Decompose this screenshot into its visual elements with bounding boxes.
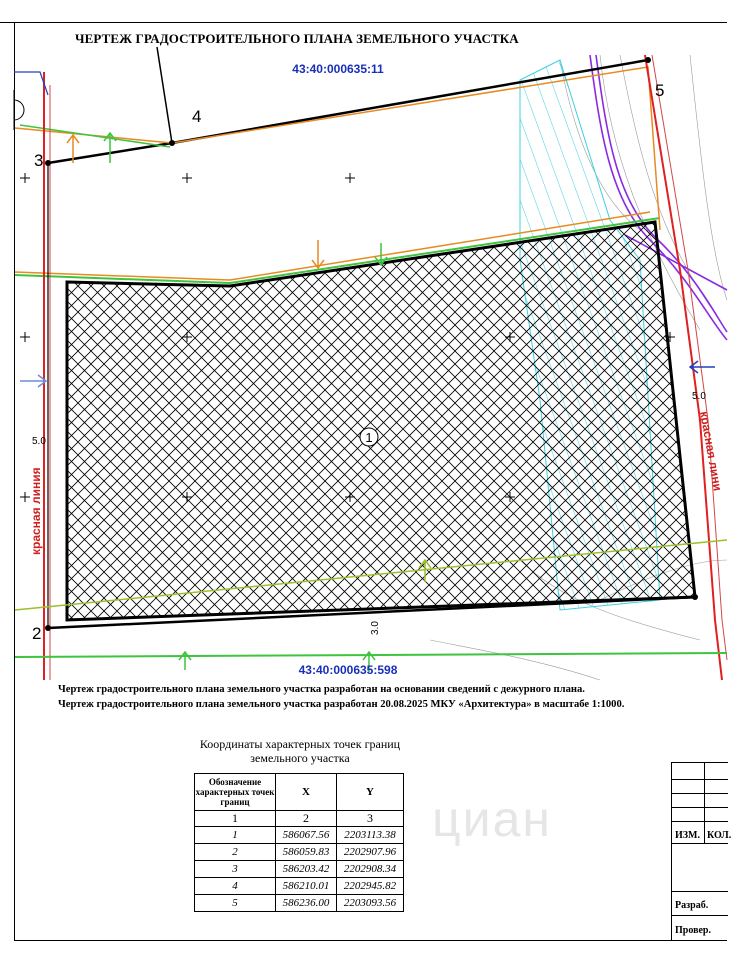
table-row <box>195 895 404 912</box>
parcel-south-label: 43:40:000635:598 <box>298 663 398 677</box>
table-row <box>195 878 404 895</box>
header-y: Y <box>337 774 404 811</box>
title-block-stamp <box>671 762 731 941</box>
point-cell: 1 <box>195 827 276 844</box>
x-cell: 586067.56 <box>276 827 337 844</box>
red-line-label-left: красная линия <box>29 467 43 555</box>
stamp-rule <box>672 793 728 794</box>
stamp-rule <box>672 843 728 844</box>
coordinates-table <box>194 773 404 912</box>
point-label-2: 2 <box>32 624 42 643</box>
stamp-razrab: Разраб. <box>675 900 709 911</box>
frame-top-border <box>0 22 727 23</box>
point-cell: 3 <box>195 861 276 878</box>
table-row <box>195 861 404 878</box>
parcel-north-label: 43:40:000635:11 <box>292 62 384 76</box>
frame-bottom-border <box>14 940 727 941</box>
stamp-kol: КОЛ. <box>707 830 731 841</box>
point-cell: 5 <box>195 895 276 912</box>
header-x: X <box>276 774 337 811</box>
stamp-izm: ИЗМ. <box>675 830 700 841</box>
x-cell: 586203.42 <box>276 861 337 878</box>
header-point: Обозначение характерных точек границ <box>195 774 276 811</box>
table-row <box>195 827 404 844</box>
stamp-rule <box>672 779 728 780</box>
coordinates-caption-line2: земельного участка <box>250 751 350 765</box>
point-label-5: 5 <box>655 81 665 100</box>
point-label-4: 4 <box>192 107 202 126</box>
x-cell: 586236.00 <box>276 895 337 912</box>
column-number: 3 <box>337 811 404 827</box>
watermark-text: циан <box>432 791 552 847</box>
plot-1-hatched-area <box>67 222 695 620</box>
y-cell: 2202945.82 <box>337 878 404 895</box>
stamp-rule <box>672 891 728 892</box>
table-row <box>195 844 404 861</box>
column-number: 1 <box>195 811 276 827</box>
blue-red-line-left <box>14 72 48 95</box>
y-cell: 2203113.38 <box>337 827 404 844</box>
coordinates-caption <box>190 737 410 765</box>
plot-number: 1 <box>365 430 373 445</box>
stamp-rule <box>672 821 728 822</box>
drawing-title: ЧЕРТЕЖ ГРАДОСТРОИТЕЛЬНОГО ПЛАНА ЗЕМЕЛЬНОГО УЧАСТКА <box>75 31 519 46</box>
y-cell: 2203093.56 <box>337 895 404 912</box>
stamp-prover: Провер. <box>675 925 711 936</box>
red-line-label-right: красная лини <box>697 410 725 492</box>
note-source: Чертеж градостроительного плана земельного участка разработан на основании сведений с дежурного плана. <box>58 684 585 695</box>
y-cell: 2202908.34 <box>337 861 404 878</box>
boundary-point-4-leader <box>157 47 172 143</box>
dimension-right: 5.0 <box>692 391 706 402</box>
site-plan-map <box>0 45 727 680</box>
point-label-3: 3 <box>34 151 44 170</box>
column-numbers-row <box>195 811 404 827</box>
stamp-rule <box>672 915 728 916</box>
y-cell: 2202907.96 <box>337 844 404 861</box>
green-north-line <box>20 125 170 147</box>
stamp-rule <box>672 807 728 808</box>
stamp-divider <box>704 763 705 843</box>
dimension-bottom: 3.0 <box>370 621 381 635</box>
north-marker <box>14 100 24 120</box>
column-number: 2 <box>276 811 337 827</box>
coordinates-caption-line1: Координаты характерных точек границ <box>199 737 401 751</box>
dimension-left: 5.0 <box>32 436 46 447</box>
point-cell: 4 <box>195 878 276 895</box>
point-cell: 2 <box>195 844 276 861</box>
note-author: Чертеж градостроительного плана земельного участка разработан 20.08.2025 МКУ «Архитектура» в масштабе 1:1000. <box>58 699 625 710</box>
coordinates-header-row <box>195 774 404 811</box>
x-cell: 586059.83 <box>276 844 337 861</box>
x-cell: 586210.01 <box>276 878 337 895</box>
